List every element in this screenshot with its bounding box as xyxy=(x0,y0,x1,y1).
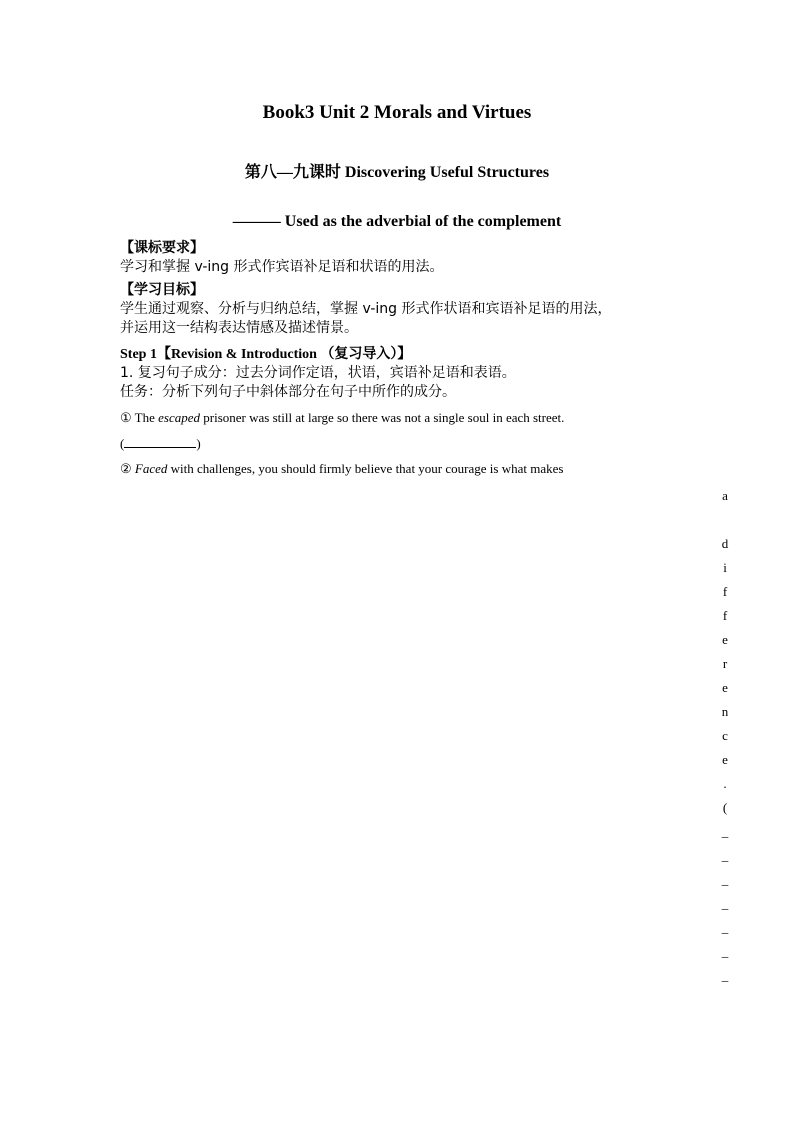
objectives-heading: 【学习目标】 xyxy=(120,282,204,298)
vertical-char: _ xyxy=(721,920,729,935)
vertical-char: f xyxy=(722,608,728,623)
step1-task: 任务：分析下列句子中斜体部分在句子中所作的成分。 xyxy=(120,384,456,400)
answer-close-paren: ) xyxy=(196,436,201,451)
vertical-char: f xyxy=(722,584,728,599)
answer-blank[interactable] xyxy=(124,435,196,448)
curriculum-text: 学习和掌握 v-ing 形式作宾语补足语和状语的用法。 xyxy=(120,259,444,275)
objectives-text-line-1: 学生通过观察、分析与归纳总结，掌握 v-ing 形式作状语和宾语补足语的用法， xyxy=(120,301,612,317)
vertical-overflow-text xyxy=(719,484,731,988)
vertical-char: _ xyxy=(721,896,729,911)
vertical-char: _ xyxy=(721,824,729,839)
step1-item-1: 1. 复习句子成分：过去分词作定语，状语，宾语补足语和表语。 xyxy=(120,365,516,381)
objectives-text-line-2: 并运用这一结构表达情感及描述情景。 xyxy=(120,320,358,336)
vertical-char: _ xyxy=(721,968,729,983)
sentence-1-text: prisoner was still at large so there was not a single soul in each street. xyxy=(203,410,565,425)
structure-line: ——— Used as the adverbial of the complement xyxy=(232,213,562,230)
vertical-char: _ xyxy=(721,944,729,959)
vertical-char: e xyxy=(722,752,728,767)
sentence-1-answer xyxy=(120,434,675,453)
sentence-1-pre: The xyxy=(134,410,155,425)
answer-open-paren: ( xyxy=(120,436,125,451)
sentence-1-italic: escaped xyxy=(158,410,201,425)
sentence-2 xyxy=(120,459,675,478)
document-title: Book3 Unit 2 Morals and Virtues xyxy=(262,102,532,123)
vertical-char: . xyxy=(723,776,727,791)
vertical-char: i xyxy=(723,560,727,575)
vertical-char: _ xyxy=(721,872,729,887)
vertical-char: d xyxy=(721,536,729,551)
objectives-section xyxy=(120,281,675,338)
sentence-2-text: with challenges, you should firmly believe that your courage is what makes xyxy=(170,461,564,476)
sentence-1-marker: ① xyxy=(120,410,132,425)
step1-section xyxy=(120,345,675,402)
sentence-1 xyxy=(120,408,675,453)
curriculum-section xyxy=(120,239,675,277)
lesson-subtitle: 第八—九课时 Discovering Useful Structures xyxy=(244,164,550,181)
vertical-char xyxy=(719,508,731,532)
vertical-char: c xyxy=(722,728,728,743)
sentence-2-marker: ② xyxy=(120,461,132,476)
vertical-char: e xyxy=(722,632,728,647)
vertical-char: n xyxy=(721,704,729,719)
vertical-char: ( xyxy=(722,800,728,815)
vertical-char: r xyxy=(722,656,728,671)
sentence-2-italic: Faced xyxy=(134,461,168,476)
curriculum-heading: 【课标要求】 xyxy=(120,240,204,256)
vertical-char: a xyxy=(722,488,728,503)
vertical-char: _ xyxy=(721,848,729,863)
step1-heading: Step 1【Revision & Introduction （复习导入）】 xyxy=(120,347,412,362)
vertical-char: e xyxy=(722,680,728,695)
